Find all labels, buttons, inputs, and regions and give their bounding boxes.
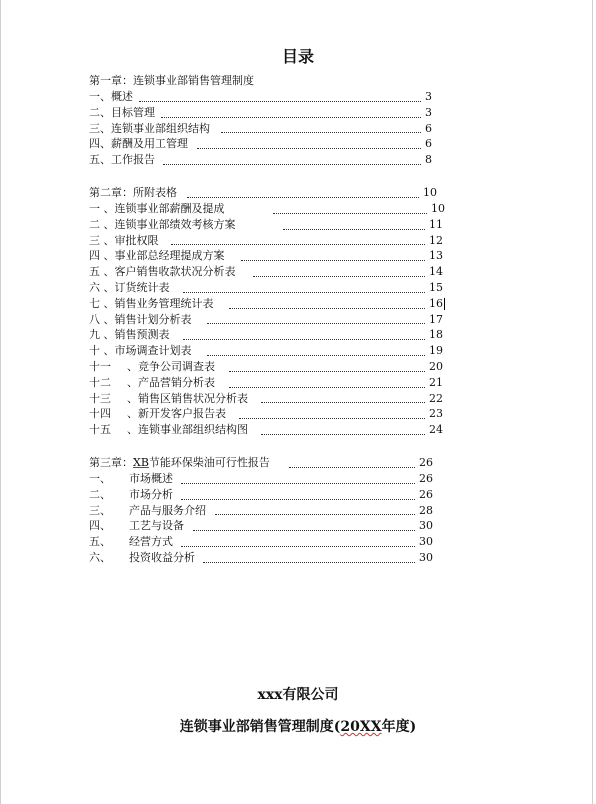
entry-number: 三、 (89, 121, 111, 135)
entry-number: 八 、 (89, 312, 115, 326)
entry-number: 五 、 (89, 265, 115, 279)
entry-number: 二、 (89, 105, 111, 119)
text-cursor (444, 298, 445, 310)
entry-number: 十四 (89, 407, 111, 421)
entry-page: 21 (429, 375, 443, 389)
entry-label: 、销售区销售状况分析表 (127, 391, 248, 405)
entry-number: 十三 (89, 391, 111, 405)
dot-leader (203, 546, 415, 563)
entry-label: 工艺与设备 (129, 519, 184, 533)
entry-number: 六、 (89, 550, 111, 564)
entry-number: 一 、 (89, 201, 115, 215)
entry-label: 客户销售收款状况分析表 (114, 265, 236, 279)
toc-entry[interactable] (89, 550, 449, 566)
entry-page: 15 (429, 280, 443, 294)
entry-label: 订货统计表 (114, 280, 170, 294)
dot-leader (181, 483, 415, 500)
document-title-part: 年度) (381, 719, 417, 735)
chapter-heading-text: 节能环保柴油可行性报告 (148, 455, 270, 469)
entry-number: 七 、 (89, 296, 115, 310)
entry-page: 8 (425, 153, 432, 167)
entry-page: 18 (429, 328, 443, 342)
entry-page: 19 (429, 344, 443, 358)
entry-number: 二 、 (89, 217, 115, 231)
dot-leader (207, 308, 425, 325)
entry-page: 10 (431, 201, 445, 215)
dot-leader (181, 530, 415, 547)
document-title (0, 716, 596, 736)
entry-page: 24 (429, 423, 443, 437)
entry-number: 四、 (89, 137, 111, 151)
entry-label: 市场概述 (129, 471, 173, 485)
entry-label: 审批权限 (114, 233, 159, 247)
dot-leader (229, 292, 425, 309)
entry-label: 销售预测表 (114, 328, 170, 342)
spellcheck-flagged-word[interactable]: 20XX (340, 719, 382, 735)
entry-page: 3 (425, 105, 432, 119)
entry-label: 销售业务管理统计表 (114, 296, 214, 310)
document-title-part: 连锁事业部销售管理制度( (179, 719, 341, 735)
dot-leader (289, 450, 415, 468)
entry-page: 26 (419, 455, 433, 469)
entry-number: 一、 (89, 471, 111, 485)
dot-leader (229, 371, 425, 388)
entry-label: 经营方式 (129, 535, 173, 549)
entry-page: 22 (429, 391, 443, 405)
entry-page: 11 (429, 217, 443, 231)
chapter-heading-text: 第二章：所附表格 (89, 185, 177, 199)
entry-number: 五、 (89, 535, 111, 549)
entry-label: 投资收益分析 (129, 550, 195, 564)
entry-page: 26 (419, 487, 433, 501)
dot-leader (197, 132, 421, 149)
dot-leader (215, 499, 415, 516)
entry-number: 十一 (89, 359, 111, 373)
entry-label: 市场分析 (129, 487, 173, 501)
dot-leader (273, 197, 427, 214)
entry-label: 市场调查计划表 (114, 344, 192, 358)
dot-leader (187, 180, 419, 198)
toc-entry[interactable] (89, 422, 449, 438)
dot-leader (241, 244, 425, 261)
dot-leader (261, 387, 425, 404)
dot-leader (207, 339, 425, 356)
entry-number: 三、 (89, 503, 111, 517)
chapter-heading-prefix: 第三章： (89, 455, 133, 469)
entry-page: 20 (429, 359, 443, 373)
entry-number: 二、 (89, 487, 111, 501)
entry-label: 薪酬及用工管理 (111, 137, 188, 151)
company-name: xxx有限公司 (257, 687, 339, 703)
entry-label: 事业部总经理提成方案 (114, 249, 225, 263)
entry-label: 工作报告 (111, 153, 155, 167)
entry-label: 目标管理 (111, 105, 155, 119)
dot-leader (229, 355, 425, 372)
dot-leader (193, 514, 415, 531)
entry-number: 十 、 (89, 344, 115, 358)
entry-label: 、新开发客户报告表 (127, 407, 226, 421)
dot-leader (181, 467, 415, 484)
chapter-heading-link[interactable]: XB (133, 455, 149, 469)
dot-leader (161, 101, 421, 118)
entry-number: 十五 (89, 423, 111, 437)
toc-title: 目录 (281, 47, 314, 66)
entry-page: 6 (425, 137, 432, 151)
entry-page: 28 (419, 503, 433, 517)
entry-page: 23 (429, 407, 443, 421)
entry-page: 13 (429, 249, 443, 263)
entry-page: 30 (419, 535, 433, 549)
entry-number: 三 、 (89, 233, 115, 247)
entry-page: 14 (429, 265, 443, 279)
entry-label: 、竞争公司调查表 (127, 359, 215, 373)
entry-page: 12 (429, 233, 443, 247)
entry-label: 产品与服务介绍 (129, 503, 206, 517)
entry-number: 十二 (89, 375, 111, 389)
entry-label: 、连锁事业部组织结构图 (127, 423, 248, 437)
entry-page: 3 (425, 90, 432, 103)
chapter-heading-text: 第一章：连锁事业部销售管理制度 (89, 74, 254, 87)
entry-number: 四 、 (89, 249, 115, 263)
entry-page: 17 (429, 312, 443, 326)
entry-number: 六 、 (89, 280, 115, 294)
entry-number: 五、 (89, 153, 111, 167)
dot-leader (283, 213, 425, 230)
entry-page: 26 (419, 471, 433, 485)
dot-leader (163, 148, 421, 165)
dot-leader (221, 117, 421, 134)
entry-label: 连锁事业部薪酬及提成 (114, 201, 225, 215)
toc-entry[interactable] (89, 152, 449, 168)
entry-number: 一、 (89, 90, 111, 103)
table-of-contents (89, 72, 449, 566)
entry-label: 连锁事业部组织结构 (111, 121, 210, 135)
entry-number: 四、 (89, 519, 111, 533)
entry-page: 6 (425, 121, 432, 135)
entry-page: 30 (419, 550, 433, 564)
dot-leader (261, 418, 425, 435)
dot-leader (171, 229, 425, 246)
dot-leader (253, 260, 425, 277)
dot-leader (239, 402, 425, 419)
entry-page: 30 (419, 519, 433, 533)
dot-leader (183, 276, 425, 293)
entry-label: 连锁事业部绩效考核方案 (114, 217, 236, 231)
entry-page: 16 (429, 296, 443, 310)
dot-leader (139, 85, 421, 102)
entry-label: 销售计划分析表 (114, 312, 192, 326)
entry-label: 、产品营销分析表 (127, 375, 215, 389)
entry-page: 10 (423, 185, 437, 199)
entry-label: 概述 (111, 90, 133, 103)
entry-number: 九 、 (89, 328, 115, 342)
dot-leader (183, 323, 425, 340)
